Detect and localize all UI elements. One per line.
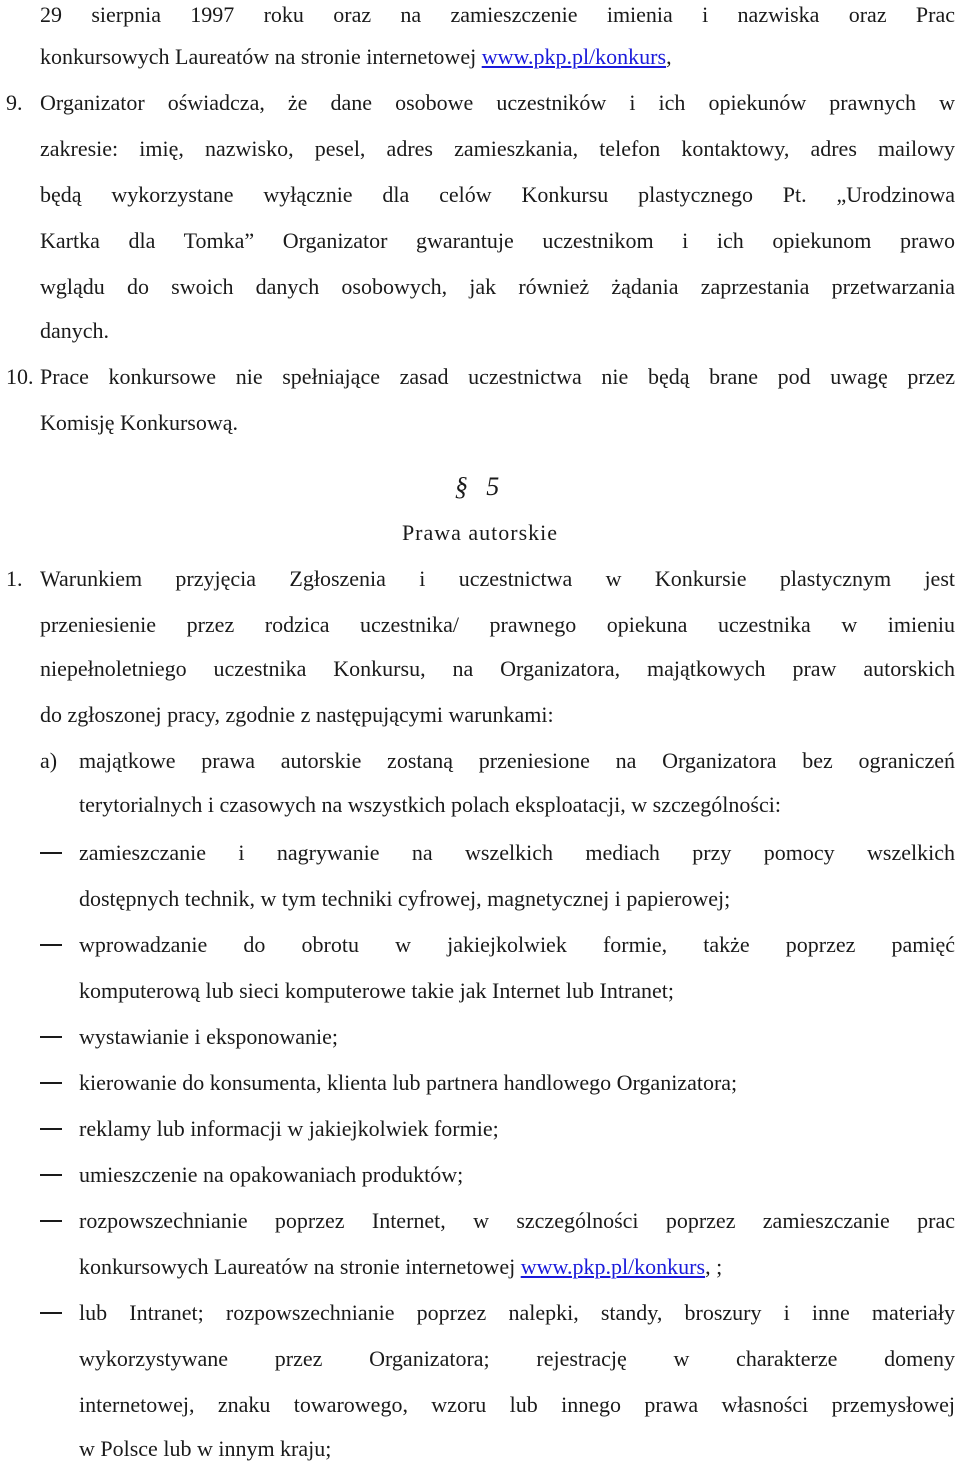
- dash-bullet: [40, 1174, 62, 1176]
- text-line: do zgłoszonej pracy, zgodnie z następującymi warunkami:: [40, 702, 554, 727]
- text-span: , ;: [705, 1254, 723, 1279]
- text-line: internetowej, znaku towarowego, wzoru lub innego prawa własności przemysłowej: [79, 1392, 955, 1417]
- dash-bullet: [40, 1036, 62, 1038]
- text-line: terytorialnych i czasowych na wszystkich polach eksploatacji, w szczególności:: [79, 792, 781, 817]
- document-page: 29 sierpnia 1997 roku oraz na zamieszczenie imienia i nazwiska oraz Prac konkursowych Laureatów na stronie internetowej www.pkp.pl/konkurs, 9. Organizator oświadcza, że dane osobowe uczestników i ich opiekunów prawnych w zakresie: imię, nazwisko, pesel, adres zamieszkania, telefon kontaktowy, adres mailowy będą wykorzystane wyłącznie dla celów Konkursu plastycznego Pt. „Urodzinowa Kartka dla Tomka” Organizator gwarantuje uczestnikom i ich opiekunom prawo wglądu do swoich danych osobowych, jak również żądania zaprzestania przetwarzania danych. 10. Prace konkursowe nie spełniające zasad uczestnictwa nie będą brane pod uwagę przez Komisję Konkursową. § 5 Prawa autorskie 1. Warunkiem przyjęcia Zgłoszenia i uczestnictwa w Konkursie plastycznym jest przeniesienie przez rodzica uczestnika/ prawnego opiekuna uczestnika w imieniu niepełnoletniego uczestnika Konkursu, na Organizatora, majątkowych praw autorskich do zgłoszonej pracy, zgodnie z następującymi warunkami: a) majątkowe prawa autorskie zostaną przeniesione na Organizatora bez ograniczeń terytorialnych i czasowych na wszystkich polach eksploatacji, w szczególności: zamieszczanie i nagrywanie na wszelkich mediach przy pomocy wszelkich dostępnych technik, w tym techniki cyfrowej, magnetycznej i papierowej; wprowadzanie do obrotu w jakiejkolwiek formie, także poprzez pamięć komputerową lub sieci komputerowe takie jak Internet lub Intranet; wystawianie i eksponowanie; kierowanie do konsumenta, klienta lub partnera handlowego Organizatora; reklamy lub informacji w jakiejkolwiek formie; umieszczenie na opakowaniach produktów; rozpowszechnianie poprzez Internet, w szczególności poprzez zamieszczanie prac konkursowych Laureatów na stronie internetowej www.pkp.pl/konkurs, ; lub Intranet; rozpowszechnianie poprzez nalepki, standy, broszury i inne materiały wykorzystywane przez Organizatora; rejestrację w charakterze domeny internetowej, znaku towarowego, wzoru lub innego prawa własności przemysłowej w Polsce lub w innym kraju;: [0, 0, 960, 1469]
- section-title: Prawa autorskie: [401, 520, 559, 545]
- dash-bullet: [40, 1220, 62, 1222]
- text-line: wprowadzanie do obrotu w jakiejkolwiek formie, także poprzez pamięć: [79, 932, 955, 957]
- text-line: Kartka dla Tomka” Organizator gwarantuje uczestnikom i ich opiekunom prawo: [40, 228, 955, 253]
- dash-bullet: [40, 1128, 62, 1130]
- text-line: wystawianie i eksponowanie;: [79, 1024, 339, 1049]
- dash-bullet: [40, 1082, 62, 1084]
- text-line: Warunkiem przyjęcia Zgłoszenia i uczestnictwa w Konkursie plastycznym jest: [40, 566, 955, 591]
- text-line: reklamy lub informacji w jakiejkolwiek formie;: [79, 1116, 499, 1141]
- text-line: umieszczenie na opakowaniach produktów;: [79, 1162, 464, 1187]
- text-line: rozpowszechnianie poprzez Internet, w szczególności poprzez zamieszczanie prac: [79, 1208, 955, 1233]
- text-line: przeniesienie przez rodzica uczestnika/ prawnego opiekuna uczestnika w imieniu: [40, 612, 955, 637]
- text-line: zamieszczanie i nagrywanie na wszelkich mediach przy pomocy wszelkich: [79, 840, 955, 865]
- text-line: wykorzystywane przez Organizatora; rejestrację w charakterze domeny: [79, 1346, 955, 1371]
- text-line: Organizator oświadcza, że dane osobowe uczestników i ich opiekunów prawnych w: [40, 90, 955, 115]
- text-line: Prace konkursowe nie spełniające zasad uczestnictwa nie będą brane pod uwagę przez: [40, 364, 955, 389]
- text-line: będą wykorzystane wyłącznie dla celów Konkursu plastycznego Pt. „Urodzinowa: [40, 182, 955, 207]
- text-line: zakresie: imię, nazwisko, pesel, adres zamieszkania, telefon kontaktowy, adres mailowy: [40, 136, 955, 161]
- text-line: [40, 42, 955, 72]
- text-line: lub Intranet; rozpowszechnianie poprzez nalepki, standy, broszury i inne materiały: [79, 1300, 955, 1325]
- contest-link[interactable]: www.pkp.pl/konkurs: [481, 44, 667, 69]
- text-line: majątkowe prawa autorskie zostaną przeniesione na Organizatora bez ograniczeń: [79, 748, 955, 773]
- text-line: [79, 1252, 955, 1282]
- dash-bullet: [40, 944, 62, 946]
- text-span: konkursowych Laureatów na stronie internetowej: [79, 1254, 521, 1279]
- dash-bullet: [40, 1312, 62, 1314]
- text-line: dostępnych technik, w tym techniki cyfrowej, magnetycznej i papierowej;: [79, 886, 731, 911]
- section-number: § 5: [454, 472, 506, 501]
- text-line: 29 sierpnia 1997 roku oraz na zamieszczenie imienia i nazwiska oraz Prac: [40, 2, 955, 27]
- text-span: ,: [666, 44, 672, 69]
- dash-bullet: [40, 852, 62, 854]
- text-line: danych.: [40, 318, 110, 343]
- text-span: konkursowych Laureatów na stronie internetowej: [40, 44, 482, 69]
- contest-link[interactable]: www.pkp.pl/konkurs: [520, 1254, 706, 1279]
- text-line: kierowanie do konsumenta, klienta lub partnera handlowego Organizatora;: [79, 1070, 738, 1095]
- text-line: komputerową lub sieci komputerowe takie jak Internet lub Intranet;: [79, 978, 675, 1003]
- text-line: w Polsce lub w innym kraju;: [79, 1436, 332, 1461]
- text-line: wglądu do swoich danych osobowych, jak również żądania zaprzestania przetwarzania: [40, 274, 955, 299]
- text-line: Komisję Konkursową.: [40, 410, 238, 435]
- text-line: niepełnoletniego uczestnika Konkursu, na Organizatora, majątkowych praw autorskich: [40, 656, 955, 681]
- item-letter: a): [40, 748, 58, 773]
